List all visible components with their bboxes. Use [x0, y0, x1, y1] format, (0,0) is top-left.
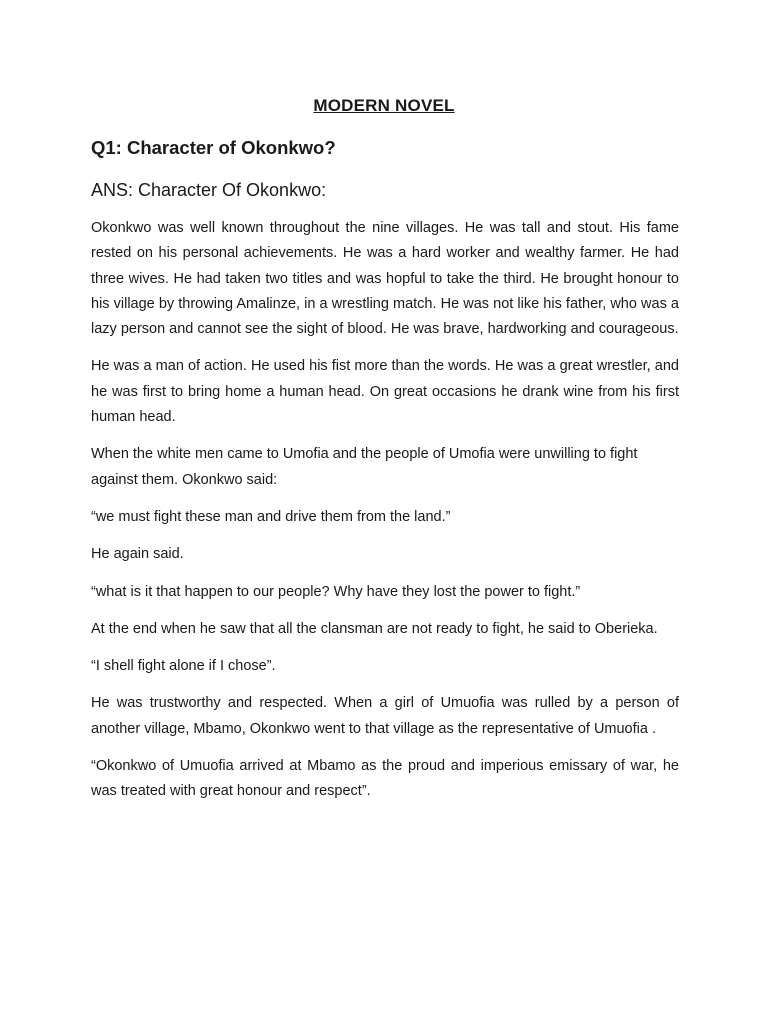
paragraph-trustworthy: He was trustworthy and respected. When a girl of Umuofia was rulled by a person of another village, Mbamo, Okonkwo went to that village as the representative of Umuofia . [91, 695, 679, 737]
paragraph-character-intro: Okonkwo was well known throughout the nine villages. He was tall and stout. His fame rested on his personal achievements. He was a hard worker and wealthy farmer. He had three wives. He had taken two titles and was hopful to take the third. He brought honour to his village by throwing Amalinze, in a wrestling match. He was not like his father, who was a lazy person and cannot see the sight of blood. He was brave, hardworking and courageous. [91, 220, 679, 338]
paragraph-man-of-action: He was a man of action. He used his fist more than the words. He was a great wrestler, and he was first to bring home a human head. On great occasions he drank wine from his first human head. [91, 358, 679, 426]
paragraph-white-men: When the white men came to Umofia and the people of Umofia were unwilling to fight against them. Okonkwo said: [91, 446, 638, 488]
page-title: MODERN NOVEL [313, 96, 455, 115]
body-text [91, 216, 679, 817]
paragraph-again-said: He again said. [91, 546, 184, 563]
paragraph-clansman: At the end when he saw that all the clansman are not ready to fight, he said to Oberieka. [91, 620, 658, 637]
quote-lost-the-power: “what is it that happen to our people? Why have they lost the power to fight.” [91, 583, 581, 600]
question-heading: Q1: Character of Okonkwo? [91, 137, 336, 158]
quote-emissary-of-war: “Okonkwo of Umuofia arrived at Mbamo as the proud and imperious emissary of war, he was treated with great honour and respect”. [91, 758, 679, 800]
quote-fight-alone: “I shell fight alone if I chose”. [91, 658, 276, 675]
answer-heading: ANS: Character Of Okonkwo: [91, 180, 327, 200]
quote-fight-these-man: “we must fight these man and drive them from the land.” [91, 508, 451, 525]
